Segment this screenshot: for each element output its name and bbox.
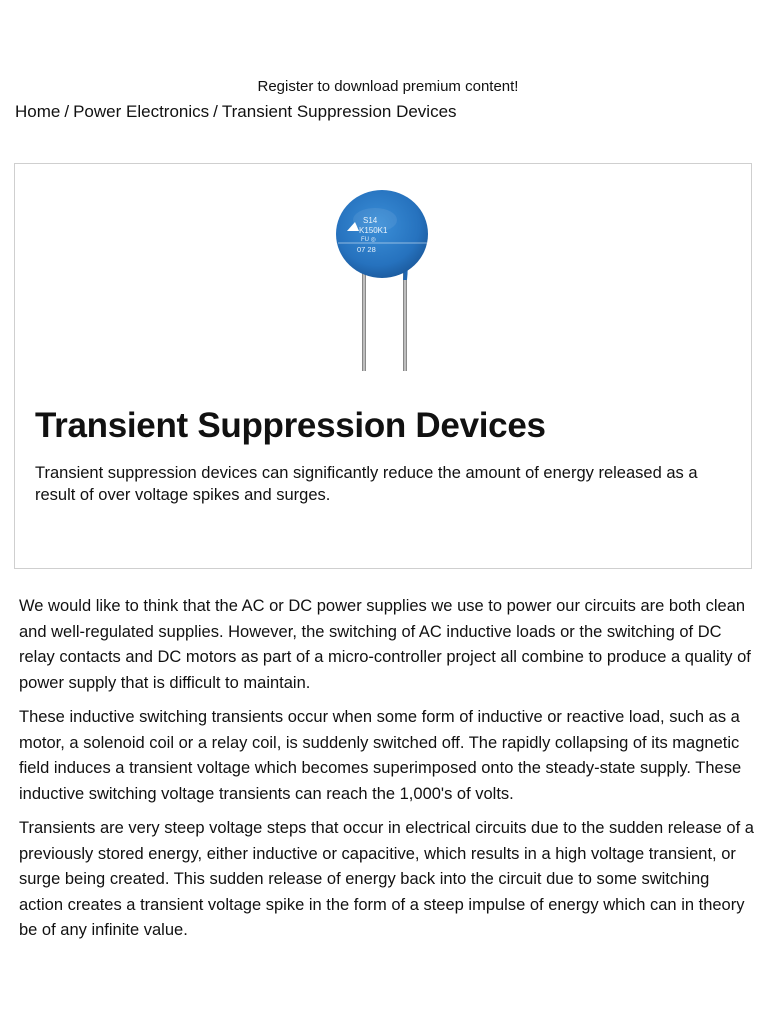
- marking-text-3: 07 28: [357, 245, 376, 254]
- breadcrumb-power-electronics-link[interactable]: Power Electronics: [73, 102, 210, 121]
- register-link[interactable]: Register to download premium content!: [257, 78, 519, 95]
- marking-text-2: K150K1: [359, 226, 388, 235]
- breadcrumb-separator: /: [213, 102, 218, 121]
- article-paragraph: We would like to think that the AC or DC power supplies we use to power our circuits are both clean and well-regulated supplies. However, the switching of AC inductive loads or the switching of DC relay contacts and DC motors as part of a micro-controller project all combine to produce a quality of power supply that is difficult to maintain.: [19, 597, 751, 692]
- article-header-card: [14, 163, 752, 569]
- page-title: Transient Suppression Devices: [35, 406, 546, 445]
- marking-text-1: S14: [363, 216, 378, 225]
- breadcrumb: [15, 102, 457, 122]
- svg-text:FU ◎: FU ◎: [361, 237, 376, 243]
- article-paragraph: Transients are very steep voltage steps that occur in electrical circuits due to the sudden release of a previously stored energy, either inductive or capacitive, which results in a high voltage transient, or surge being created. This sudden release of energy back into the circuit due to some switching action creates a transient voltage spike in the form of a steep impulse of energy which can in theory be of any infinite value.: [19, 819, 754, 939]
- breadcrumb-home-link[interactable]: Home: [15, 102, 61, 121]
- varistor-product-image: [335, 188, 435, 373]
- page-summary: Transient suppression devices can significantly reduce the amount of energy released as a result of over voltage spikes and surges.: [35, 464, 698, 504]
- right-lead: [403, 268, 407, 371]
- article-paragraph: These inductive switching transients occur when some form of inductive or reactive load, such as a motor, a solenoid coil or a relay coil, is suddenly switched off. The rapidly collapsing of its magnetic field induces a transient voltage which becomes superimposed onto the steady-state supply. These inductive switching voltage transients can reach the 1,000's of volts.: [19, 708, 742, 803]
- article-body: [19, 594, 754, 953]
- breadcrumb-current-page-link[interactable]: Transient Suppression Devices: [221, 102, 457, 121]
- breadcrumb-separator: /: [64, 102, 70, 121]
